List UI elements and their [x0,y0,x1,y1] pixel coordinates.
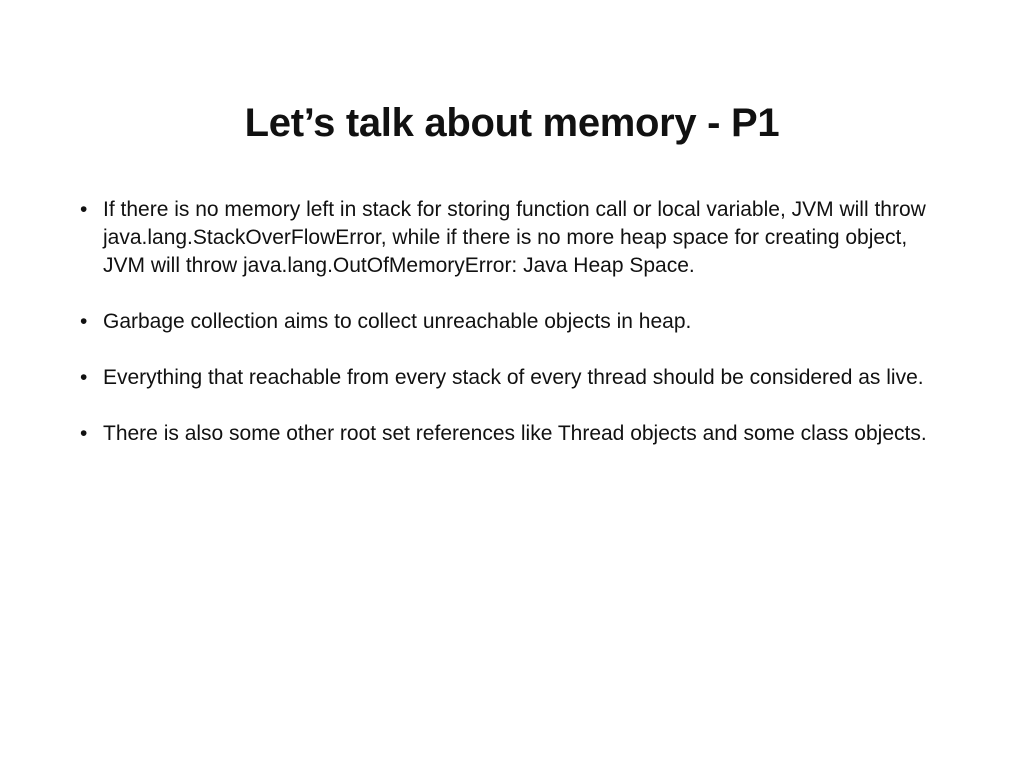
bullet-marker: • [80,422,88,445]
bullet-text: Everything that reachable from every stack of every thread should be considered as live. [103,366,924,389]
bullet-text: If there is no memory left in stack for storing function call or local variable, JVM will throw java.lang.StackOverFlowError, while if there is no more heap space for creating object, JVM will throw java.lang.OutOfMemoryError: Java Heap Space. [103,198,926,277]
bullet-item [73,308,953,336]
slide-title: Let’s talk about memory - P1 [244,101,780,145]
bullet-list [73,196,953,476]
bullet-item [73,196,953,280]
bullet-marker: • [80,198,88,221]
bullet-item [73,420,953,448]
bullet-text: Garbage collection aims to collect unreachable objects in heap. [103,310,692,333]
bullet-marker: • [80,366,88,389]
bullet-text: There is also some other root set references like Thread objects and some class objects. [103,422,927,445]
bullet-marker: • [80,310,88,333]
bullet-item [73,364,953,392]
